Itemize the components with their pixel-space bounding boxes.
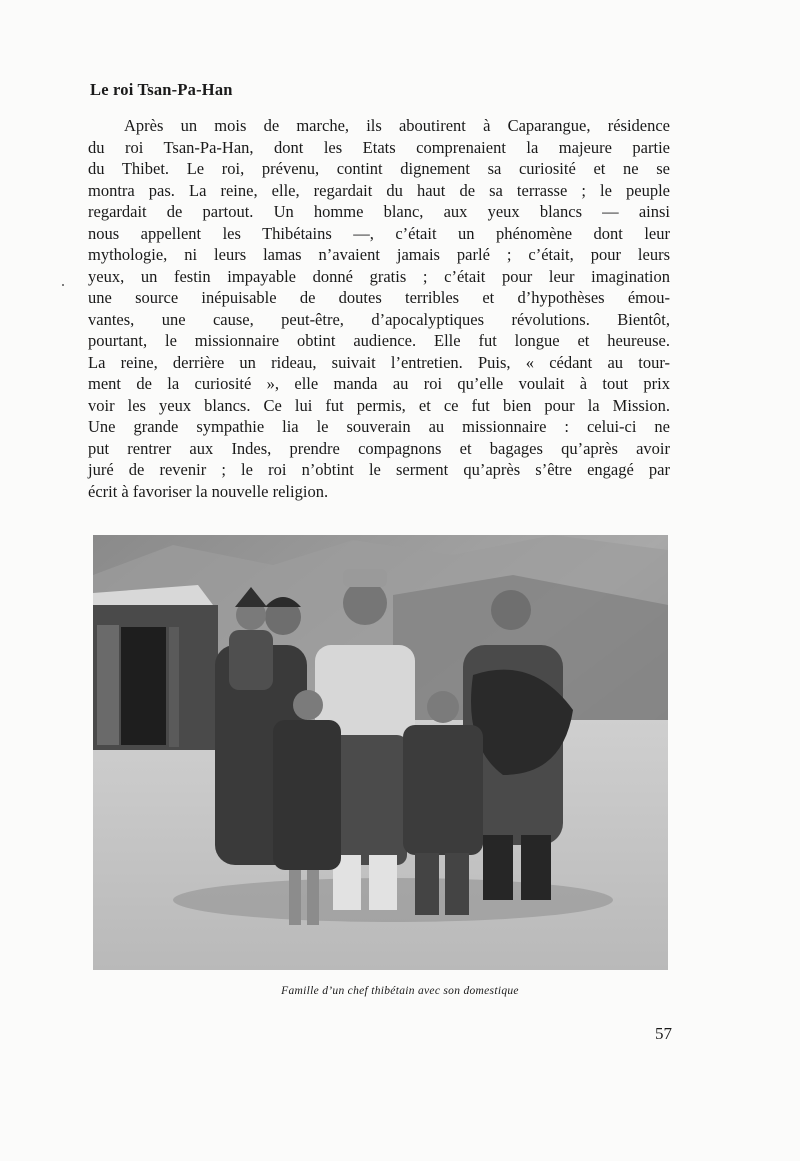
body-paragraph (88, 115, 670, 502)
paragraph-line: ment de la curiosité », elle manda au roi qu’elle voulait à tout prix (88, 374, 670, 393)
paragraph-line: du Thibet. Le roi, prévenu, contint dignement sa curiosité et ne se (88, 159, 670, 178)
paragraph-line: put rentrer aux Indes, prendre compagnons et bagages qu’après avoir (88, 438, 670, 458)
paragraph-line: juré de revenir ; le roi n’obtint le serment qu’après s’être engagé par (88, 460, 670, 479)
paragraph-line: mythologie, ni leurs lamas n’avaient jamais parlé ; c’était, pour leurs (88, 245, 670, 264)
page-number: 57 (655, 1024, 672, 1043)
paragraph-line: La reine, derrière un rideau, suivait l’entretien. Puis, « cédant au tour- (88, 352, 670, 372)
paragraph-line: vantes, une cause, peut-être, d’apocalyptiques révolutions. Bientôt, (88, 309, 670, 329)
paragraph-line: Après un mois de marche, ils aboutirent à Caparangue, résidence (124, 116, 670, 135)
paragraph-line: voir les yeux blancs. Ce lui fut permis, et ce fut bien pour la Mission. (88, 395, 670, 415)
section-heading: Le roi Tsan-Pa-Han (90, 80, 233, 99)
paragraph-line: Une grande sympathie lia le souverain au missionnaire : celui-ci ne (88, 417, 670, 436)
margin-speck (62, 284, 64, 286)
paragraph-line: montra pas. La reine, elle, regardait du haut de sa terrasse ; le peuple (88, 180, 670, 200)
paragraph-line: du roi Tsan-Pa-Han, dont les Etats comprenaient la majeure partie (88, 137, 670, 157)
paragraph-line: regardait de partout. Un homme blanc, aux yeux blancs — ainsi (88, 202, 670, 221)
paragraph-line: yeux, un festin impayable donné gratis ; c’était pour leur imagination (88, 266, 670, 286)
photo-caption: Famille d’un chef thibétain avec son domestique (281, 985, 519, 997)
paragraph-line: pourtant, le missionnaire obtint audience. Elle fut longue et heureuse. (88, 331, 670, 350)
family-photograph (93, 535, 668, 970)
paragraph-line: nous appellent les Thibétains —, c’était un phénomène dont leur (88, 223, 670, 243)
paragraph-line: une source inépuisable de doutes terribles et d’hypothèses émou- (88, 288, 670, 307)
paragraph-line: écrit à favoriser la nouvelle religion. (88, 481, 329, 501)
